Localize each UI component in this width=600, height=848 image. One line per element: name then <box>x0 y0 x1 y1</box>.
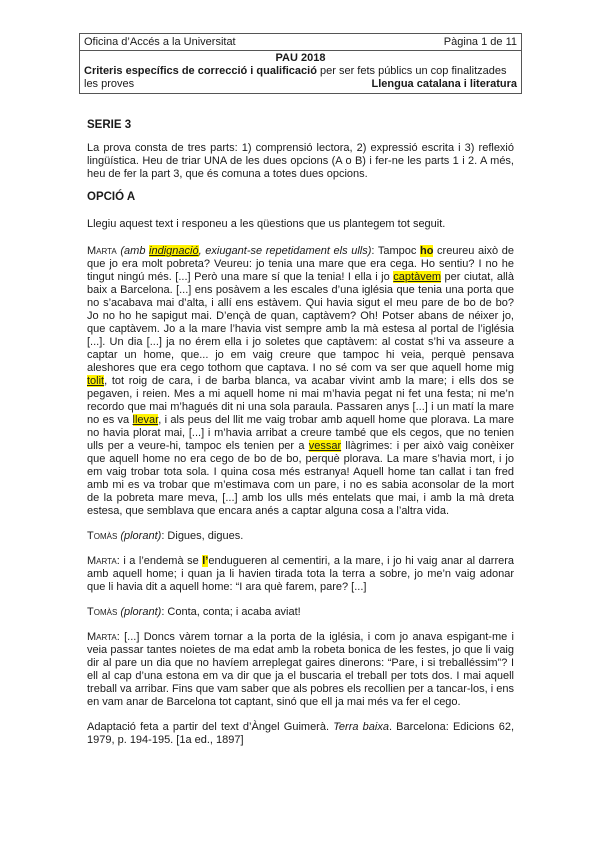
criteria-line2-text: les proves <box>84 78 135 90</box>
highlight-word <box>149 245 199 257</box>
criteria-line-2 <box>84 78 517 91</box>
exam-title <box>80 50 521 65</box>
page-header <box>79 33 522 94</box>
text-run: : Conta, conta; i acaba aviat! <box>161 606 301 618</box>
text-paragraph-marta-2 <box>87 555 514 594</box>
stage-part: , exiugant-se repetidament els ulls) <box>198 245 372 257</box>
highlight-text: vessar <box>308 440 342 452</box>
source-citation <box>87 721 514 747</box>
text-run: llàgrimes: i per això vaig conèixer que aquell home no era cego de bo de bo, perquè plorava. La mare s’havia mort, i jo em vaig trobar tota sola. I quina cosa més estranya! Aquell home tan callat i tan fred amb mi es va trobar que m’estimava com un pare, i no es sabia aconsolar de la mort de la pobreta mare meva, [...] amb los ulls més entelats que mai, i amb la mà dreta estesa, que semblava que encara anés a captar alguna cosa a l’altra vida. <box>87 440 514 517</box>
highlight-text: llevar <box>132 414 159 426</box>
citation-details: . Barcelona: Edicions 62, 1979, p. 194-195. [1a ed., 1897] <box>87 721 514 746</box>
text-paragraph-marta-1 <box>87 245 514 518</box>
speaker-name: Marta <box>87 555 117 567</box>
text-run: : [...] Doncs vàrem tornar a la porta de la iglésia, i com jo anava espigant-me i veia passar tantes noietes de ma edat amb la robeta bonica de les festes, jo que li vaig dir al pare un dia que no havíem arreplegat gaires dinerons: “Pare, i si treballéssim”? I ell al cap d’una estona em va dir que ja el buscaria el treball per tots dos. I mai aquell treball va arribar. Fins que vam saber que als pobres els recollien per a tancar-los, i ens en vam anar de Barcelona tot captant, sinó que ell ja mai més va fer el cego. <box>87 631 514 708</box>
serie-title: SERIE 3 <box>87 119 132 131</box>
text-run: creureu això de que jo era molt pobreta? Veureu: jo tenia una mare que era cega. Ho sentiu? I no he tingut ningú més. [...] Però una mare sí que la tenia! I ella i jo <box>87 245 514 283</box>
stage-part: (amb <box>120 245 150 257</box>
speaker-name: Tomàs <box>87 606 118 618</box>
header-top-row <box>80 34 521 50</box>
highlight-word <box>133 414 159 426</box>
speaker-name: Marta <box>87 245 117 257</box>
text-run: per ciutat, allà baix a Barcelona. [...] ens posàvem a les escales d’una iglésia que tenia una porta que no s’acabava mai d’alta, i allí ens estàvem. Qui havia sigut el meu pare de bo de bo? Jo no ho he sapigut mai. D’ençà de quan, captàvem? Oh! Potser abans de néixer jo, que captàvem. Jo a la mare l’havia vist sempre amb la mà estesa al portal de l’iglésia [...]. Un dia [...] ja no érem ella i jo soletes que captàvem: al costat s’hi va asseure a captar un home, que... jo em vaig creure que tampoc hi veia, perquè pensava aleshores que era cego tothom que captava. I no sé com va ser que aquell home mig <box>87 271 514 374</box>
text-run: : Tampoc <box>371 245 420 257</box>
exam-title-text: PAU 2018 <box>275 52 326 64</box>
text-paragraph-tomas-1 <box>87 530 514 543</box>
intro-paragraph: La prova consta de tres parts: 1) comprensió lectora, 2) expressió escrita i 3) reflexió lingüística. Heu de triar UNA de les dues opcions (A o B) i fer-ne les parts 1 i 2. A més, heu de fer la part 3, que és comuna a totes dues opcions. <box>87 142 514 180</box>
highlight-text: ho <box>419 245 434 257</box>
criteria-bold: Criteris específics de correcció i qualificació <box>84 65 317 77</box>
citation-title: Terra baixa <box>333 721 389 733</box>
text-run: : i a l’endemà se <box>116 555 203 567</box>
instruction-paragraph: Llegiu aquest text i responeu a les qüestions que us plantegem tot seguit. <box>87 218 446 230</box>
highlight-word <box>87 375 104 387</box>
criteria-line-1 <box>84 65 517 78</box>
highlight-text: indignació <box>149 245 199 257</box>
stage-direction: (plorant) <box>117 530 162 542</box>
highlight-word <box>393 271 441 283</box>
speaker-name: Tomàs <box>87 530 118 542</box>
highlight-text: captàvem <box>393 271 441 283</box>
text-paragraph-tomas-2 <box>87 606 514 619</box>
stage-direction: (plorant) <box>117 606 162 618</box>
text-paragraph-marta-3 <box>87 631 514 709</box>
institution-name: Oficina d’Accés a la Universitat <box>84 36 236 48</box>
criteria-rest: per ser fets públics un cop finalitzades <box>316 65 507 77</box>
text-run: , i als peus del llit me vaig trobar amb aquell home que plorava. La mare no havia plorat mai, [...] i m’havia arribat a creure també que els cegos, que no tenien ulls per a veure-hi, tampoc els tenien per a <box>87 414 515 452</box>
header-criteria <box>80 65 521 93</box>
subject-name: Llengua catalana i literatura <box>371 78 517 90</box>
highlight-word <box>420 245 433 257</box>
page-number: Pàgina 1 de 11 <box>443 36 517 48</box>
document-body <box>87 119 514 747</box>
text-run: , tot roig de cara, i de barba blanca, va acabar vivint amb la mare; i ells dos se pegaven, i reien. Mes a mi aquell home ni mai m’havia pegat ni fet una festa; ni me’n recordo que mai m’hagués dit ni una sola paraula. Passaren anys [...] i un matí la mare no es va <box>87 375 514 426</box>
text-run: : Digues, digues. <box>161 530 244 542</box>
highlight-text: tolit <box>87 375 105 387</box>
speaker-name: Marta <box>87 631 117 643</box>
citation-author: Adaptació feta a partir del text d’Àngel Guimerà. <box>87 721 334 733</box>
option-title: OPCIÓ A <box>87 191 136 203</box>
stage-direction <box>120 245 371 257</box>
highlight-text: l’ <box>202 555 209 567</box>
highlight-word <box>309 440 341 452</box>
text-run: endugueren al cementiri, a la mare, i jo hi vaig anar al darrera amb aquell home; i quan ja li havien tirada tota la terra a sobre, jo me’n vaig adonar que li havia dit a aquell home: “I ara què farem, pare? [...] <box>87 555 515 593</box>
